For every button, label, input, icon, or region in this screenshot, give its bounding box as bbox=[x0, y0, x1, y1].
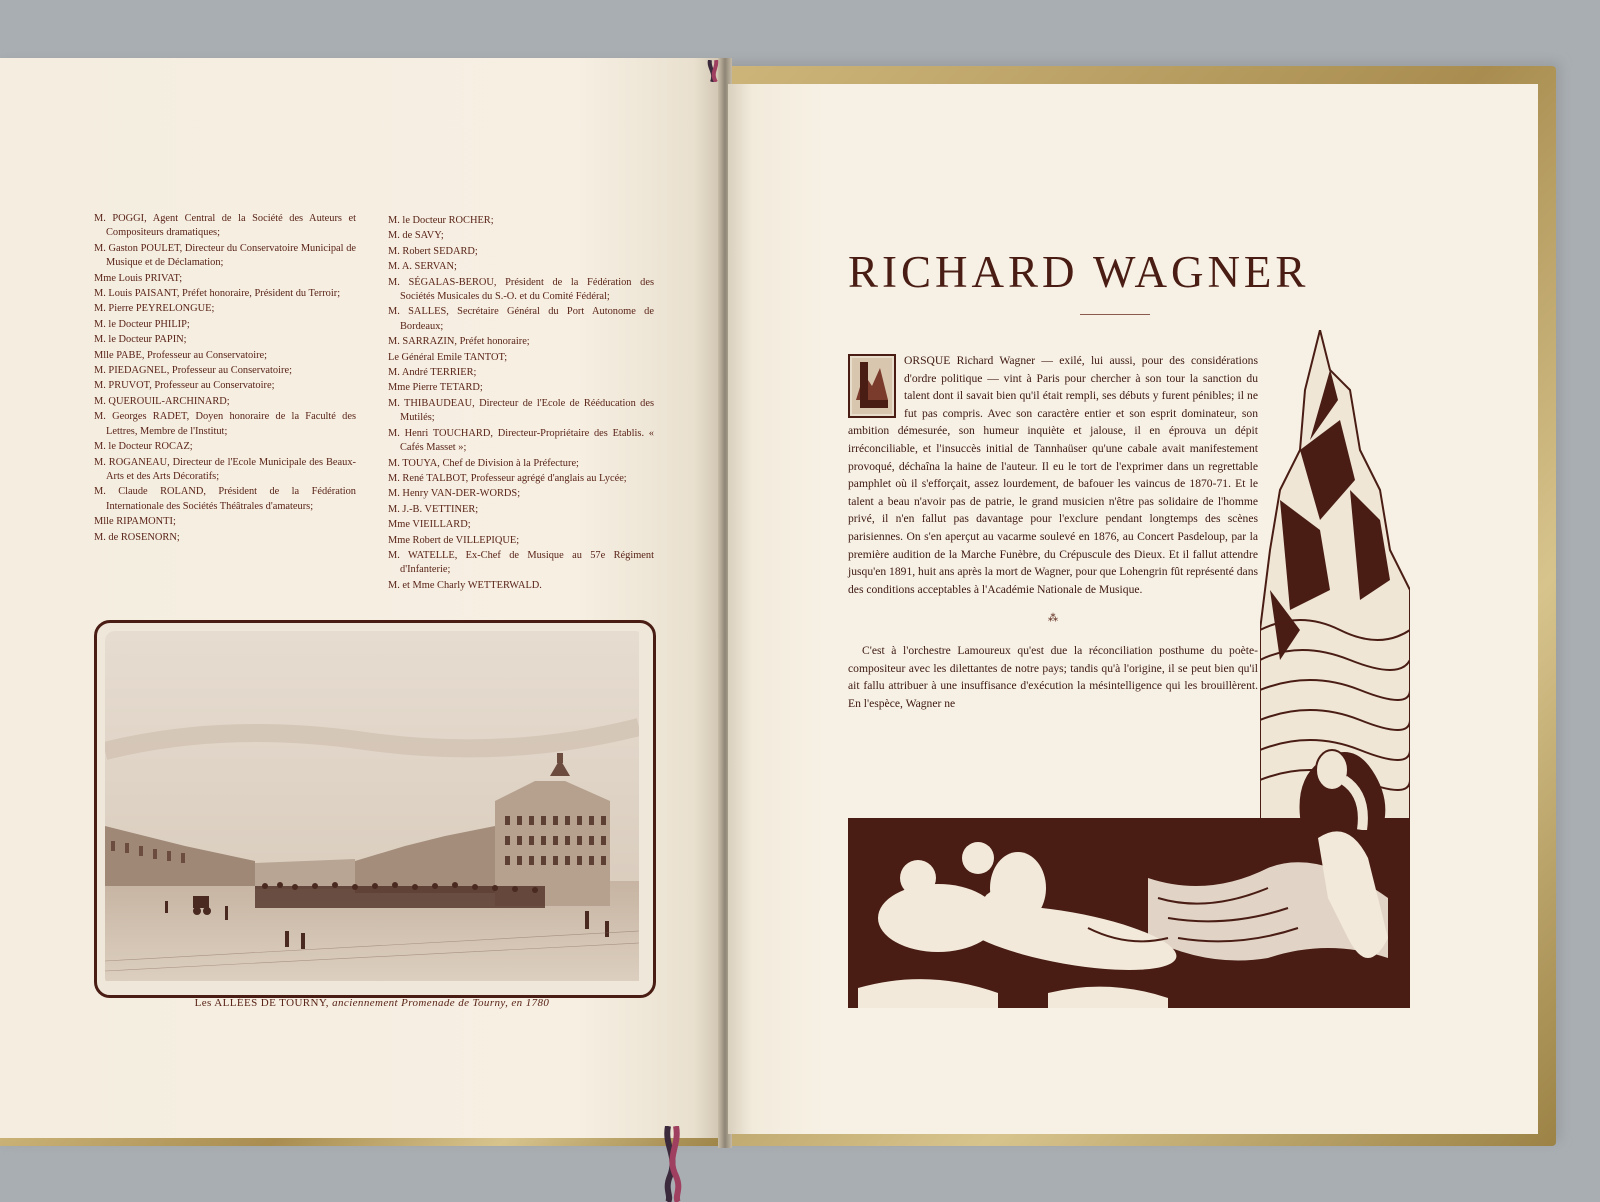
name-entry: Mme Robert de VILLEPIQUE; bbox=[388, 534, 520, 546]
name-entry: Mlle RIPAMONTI; bbox=[94, 516, 176, 528]
name-entry: M. J.-B. VETTINER; bbox=[388, 503, 479, 515]
name-entry: M. René TALBOT, Professeur agrégé d'anglais au Lycée; bbox=[388, 472, 627, 484]
name-entry: M. QUEROUIL-ARCHINARD; bbox=[94, 395, 230, 407]
name-entry: M. PRUVOT, Professeur au Conservatoire; bbox=[94, 380, 275, 392]
name-entry: M. Henri TOUCHARD, Directeur-Propriétaire des Etablis. « Cafés Masset »; bbox=[388, 427, 654, 454]
name-entry: M. André TERRIER; bbox=[388, 367, 477, 379]
name-entry: M. ROGANEAU, Directeur de l'Ecole Municipale des Beaux-Arts et des Arts Décoratifs; bbox=[94, 456, 356, 482]
name-entry: M. et Mme Charly WETTERWALD. bbox=[388, 579, 542, 591]
title-rule bbox=[1080, 314, 1150, 315]
name-entry: Mme Louis PRIVAT; bbox=[94, 272, 183, 284]
name-entry: M. POGGI, Agent Central de la Société des Auteurs et Compositeurs dramatiques; bbox=[94, 213, 356, 239]
name-entry: M. le Docteur PAPIN; bbox=[94, 334, 187, 346]
caption-rest: anciennement Promenade de Tourny, en 1780 bbox=[332, 997, 550, 1009]
name-entry: Mlle PABE, Professeur au Conservatoire; bbox=[94, 349, 268, 361]
nymphs-frieze-illustration bbox=[848, 818, 1410, 1008]
name-entry: M. le Docteur PHILIP; bbox=[94, 318, 190, 330]
dropcap-l-ornament bbox=[848, 354, 896, 418]
caption-prefix: Les ALLÉES DE TOURNY, bbox=[194, 997, 329, 1009]
name-entry: Mme Pierre TETARD; bbox=[388, 382, 483, 394]
paragraph-2: C'est à l'orchestre Lamoureux qu'est due la réconciliation posthume du poète-compositeur avec les dilettantes de notre pays; tandis qu'à l'origine, il se peut bien qu'il ait fallu attribuer à une insuffisance d'exécution la mésintelligence qui les brouillèrent. En l'espèce, Wagner ne bbox=[848, 643, 1258, 710]
name-entry: Le Général Emile TANTOT; bbox=[388, 351, 508, 363]
engraving-caption bbox=[94, 997, 650, 1009]
engraving-plate bbox=[94, 620, 656, 998]
name-entry: M. WATELLE, Ex-Chef de Musique au 57e Régiment d'Infanterie; bbox=[388, 549, 654, 576]
allees-de-tourny-engraving bbox=[105, 631, 639, 981]
name-entry: M. Henry VAN-DER-WORDS; bbox=[388, 488, 521, 500]
name-entry: M. SÉGALAS-BEROU, Président de la Fédération des Sociétés Musicales du S.-O. et du Comité Fédéral; bbox=[388, 276, 654, 303]
name-entry: M. Pierre PEYRELONGUE; bbox=[94, 303, 215, 315]
paragraph-1: ORSQUE Richard Wagner — exilé, lui aussi, pour des considérations d'ordre politique — vint à Paris pour chercher à son tour la sanction du talent dont il savait bien qu'il était rempli, ses débuts y furent pénibles; il ne fut pas compris. Avec son caractère entier et son esprit dominateur, son ambition démesurée, son humeur inquiète et jalouse, il en éprouva un dépit irréconciliable, et l'insuccès initial de Tannhaüser qu'une cabale avait manifestement provoqué, déchaîna la haine de l'auteur. Il eu le tort de l'exprimer dans un regrettable pamphlet où il s'efforçait, assez lourdement, de bafouer les vaincus de 1870-71. Et le talent a beau n'avoir pas de patrie, le grand musicien n'être pas solidaire de l'homme privé, il n'en fallut pas davantage pour l'exclure pendant longtemps des scènes parisiennes. On s'en aperçut au vacarme soulevé en 1876, au Concert Pasdeloup, par la première audition de la Marche Funèbre, du Crépuscule des Dieux. Et il fallut attendre jusqu'en 1891, huit ans après la mort de Wagner, pour que Lohengrin fût représenté dans des conditions acceptables à l'Académie Nationale de Musique. bbox=[848, 354, 1259, 596]
article-body bbox=[848, 352, 1258, 712]
name-entry: M. de SAVY; bbox=[388, 230, 444, 242]
name-entry: M. Louis PAISANT, Préfet honoraire, Président du Terroir; bbox=[94, 288, 341, 300]
name-entry: M. le Docteur ROCHER; bbox=[388, 215, 494, 226]
names-column-2 bbox=[388, 214, 654, 594]
name-entry: M. SARRAZIN, Préfet honoraire; bbox=[388, 336, 530, 348]
engraving-image bbox=[105, 631, 645, 987]
name-entry: M. le Docteur ROCAZ; bbox=[94, 441, 193, 453]
name-entry: M. THIBAUDEAU, Directeur de l'Ecole de Rééducation des Mutilés; bbox=[388, 397, 654, 424]
bookmark-cord-top bbox=[706, 60, 722, 82]
name-entry: M. A. SERVAN; bbox=[388, 261, 457, 273]
bookmark-cord bbox=[654, 1126, 694, 1202]
page-title: RICHARD WAGNER bbox=[848, 247, 1310, 297]
name-entry: M. Claude ROLAND, Président de la Fédération Internationale des Sociétés Théâtrales d'amateurs; bbox=[94, 486, 356, 512]
name-entry: Mme VIEILLARD; bbox=[388, 519, 471, 531]
name-entry: M. SALLES, Secrétaire Général du Port Autonome de Bordeaux; bbox=[388, 306, 654, 332]
section-stars: ⁂ bbox=[1048, 613, 1058, 625]
name-entry: M. de ROSENORN; bbox=[94, 531, 180, 543]
name-entry: M. PIEDAGNEL, Professeur au Conservatoire; bbox=[94, 365, 292, 377]
name-entry: M. TOUYA, Chef de Division à la Préfecture; bbox=[388, 457, 579, 469]
figure-illustration bbox=[1262, 740, 1402, 830]
name-entry: M. Georges RADET, Doyen honoraire de la Faculté des Lettres, Membre de l'Institut; bbox=[94, 411, 356, 437]
name-entry: M. Robert SEDARD; bbox=[388, 245, 478, 257]
names-column-1 bbox=[94, 212, 356, 546]
name-entry: M. Gaston POULET, Directeur du Conservatoire Municipal de Musique et de Déclamation; bbox=[94, 242, 356, 269]
